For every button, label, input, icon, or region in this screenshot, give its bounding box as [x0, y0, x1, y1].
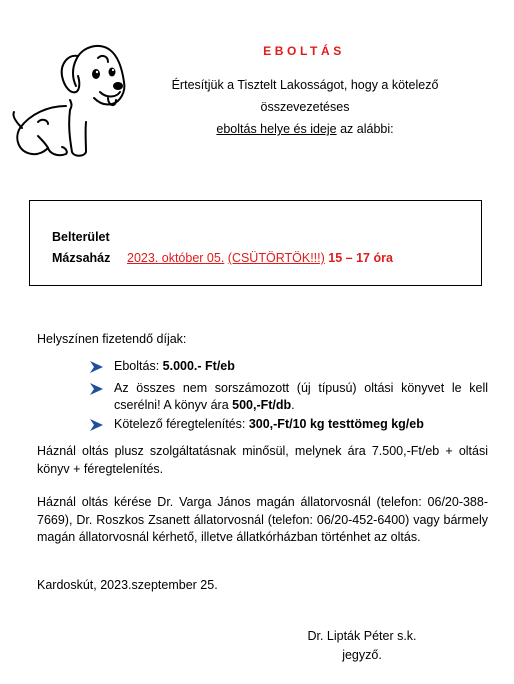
place-date: Kardoskút, 2023.szeptember 25.	[37, 578, 218, 592]
arrow-bullet-icon	[89, 361, 103, 373]
home-vaccination-price: Háznál oltás plusz szolgáltatásnak minősül, melynek ára 7.500,-Ft/eb + oltási könyv + féregtelenítés.	[37, 444, 488, 476]
fees-list	[86, 358, 488, 437]
dog-illustration	[8, 36, 130, 160]
home-vaccination-contacts: Háznál oltás kérése Dr. Varga János magán állatorvosnál (telefon: 06/20-388-7669), Dr. Roszkos Zsanett állatorvosnál (telefon: 06/20-452-6400) vagy bármely magán állatorvosnál kérhető, illetve állatkórházban történhet az oltás.	[37, 495, 488, 544]
fee-text: Az összes nem sorszámozott (új típusú) oltási könyvet le kell cserélni! A könyv ára	[114, 380, 488, 412]
fee-text: Eboltás:	[114, 359, 163, 373]
intro-line-3	[170, 122, 440, 136]
intro-underlined-phrase: eboltás helye és ideje	[216, 122, 337, 136]
location-datetime	[127, 251, 393, 265]
intro-line-1: Értesítjük a Tisztelt Lakosságot, hogy a kötelező	[171, 78, 439, 92]
arrow-bullet-icon	[89, 383, 103, 395]
list-item	[86, 358, 488, 376]
location-area: Belterület	[52, 230, 110, 244]
list-item	[86, 416, 488, 434]
signature-name: Dr. Lipták Péter s.k.	[307, 629, 417, 643]
fee-rest: .	[291, 398, 295, 412]
event-date: 2023. október 05.	[127, 251, 225, 265]
location-place: Mázsaház	[52, 251, 111, 265]
event-day: (CSÜTÖRTÖK!!!)	[227, 251, 325, 265]
intro-line-2: összevezetéses	[260, 100, 350, 114]
signature-role: jegyző.	[342, 648, 382, 662]
event-time: 15 – 17 óra	[328, 251, 393, 265]
fee-amount: 500,-Ft/db	[232, 398, 292, 412]
fee-amount: 300,-Ft/10 kg testtömeg kg/eb	[248, 416, 424, 431]
intro-line-3-rest: az alábbi:	[336, 122, 394, 136]
fee-amount: 5.000.- Ft/eb	[162, 359, 235, 373]
arrow-bullet-icon	[89, 419, 103, 431]
fees-heading: Helyszínen fizetendő díjak:	[37, 332, 187, 346]
page-title: EBOLTÁS	[263, 44, 345, 58]
fee-text: Kötelező féregtelenítés:	[114, 416, 249, 431]
list-item	[86, 380, 488, 415]
